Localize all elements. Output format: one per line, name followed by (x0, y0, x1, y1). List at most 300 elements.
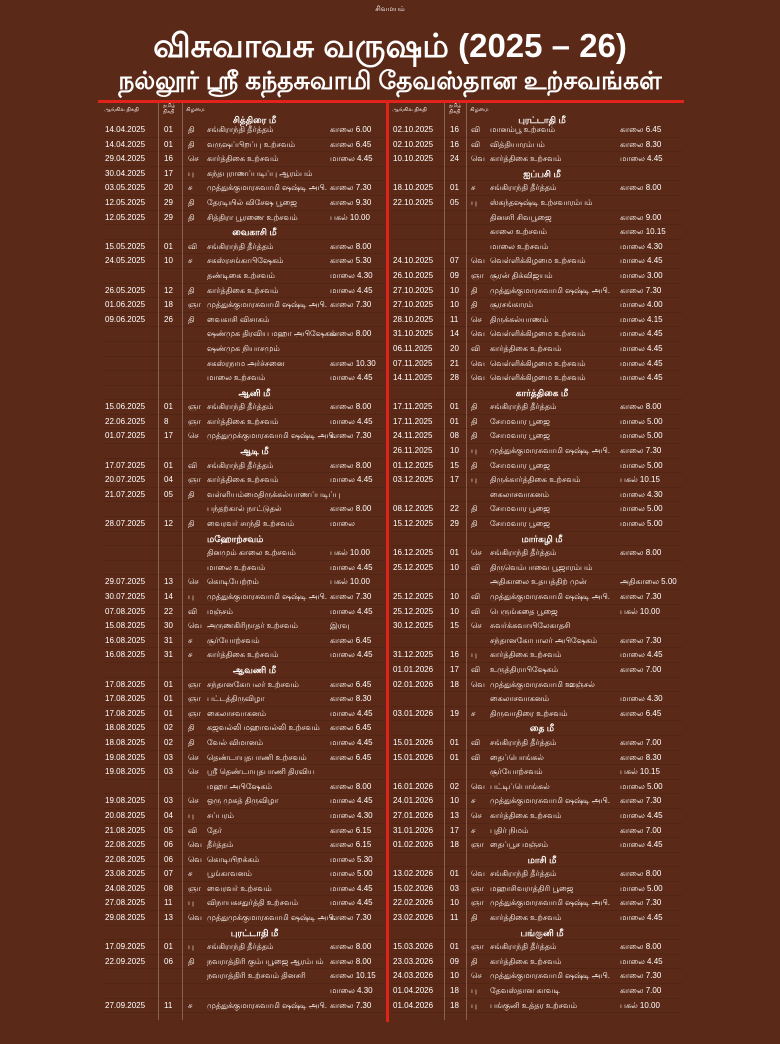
event-date: 12.05.2025 (105, 197, 146, 207)
event-time: பகல் 10.00 (620, 1000, 660, 1010)
event-row (104, 429, 384, 444)
event-time: மாலை 4.30 (330, 986, 373, 996)
event-row (392, 751, 682, 766)
event-date: 09.06.2025 (105, 314, 146, 324)
event-time: அதிகாலை 5.00 (620, 577, 677, 587)
weekday: பு (188, 592, 194, 601)
event-date (392, 634, 444, 649)
event-time: காலை 6.45 (620, 708, 662, 718)
event-time: காலை 6.45 (330, 139, 372, 149)
weekday (182, 357, 205, 372)
weekday: பு (471, 986, 477, 996)
event-time: காலை 8.00 (330, 781, 372, 791)
event-time: காலை 6.45 (330, 635, 372, 645)
tamil-date: 02 (450, 781, 459, 791)
event-name: மானம்பூ உற்சவம் (490, 125, 556, 134)
left-column-header (104, 103, 384, 125)
event-time: மாலை 4.45 (330, 796, 373, 806)
event-row (392, 298, 682, 313)
weekday: ச (471, 796, 476, 806)
event-name: சூரசங்காரம் (490, 300, 534, 310)
event-name: அருணகிரிநாதர் உற்சவம் (207, 621, 298, 631)
weekday: ச (188, 1000, 193, 1010)
event-date: 22.08.2025 (105, 854, 146, 864)
tamil-date-header (158, 104, 182, 115)
event-date: 27.10.2025 (393, 300, 434, 310)
tamil-date: 01 (164, 241, 173, 251)
tamil-date: 17 (450, 825, 459, 835)
tamil-date-header-bottom: திகதி (449, 108, 461, 115)
event-date (104, 371, 158, 386)
event-name: ஒரு முகத் திருவிழா (207, 796, 279, 806)
event-date (104, 561, 158, 576)
event-row (392, 181, 682, 196)
event-date (104, 546, 158, 561)
event-date: 01.02.2026 (393, 840, 434, 850)
event-row (392, 794, 682, 809)
event-time: காலை 7.00 (620, 664, 662, 674)
event-date: 17.07.2025 (105, 460, 146, 470)
event-date: 30.07.2025 (105, 592, 146, 601)
month-header-row (104, 386, 384, 401)
event-date (392, 765, 444, 780)
event-name: பந்தற்கால் நாட்டுதல் (207, 504, 282, 514)
tamil-date (158, 984, 182, 999)
event-time: மாலை 4.45 (330, 650, 373, 660)
event-date: 27.01.2026 (393, 810, 434, 820)
event-row (104, 634, 384, 649)
english-date-header: ஆங்கில திகதி (104, 106, 139, 113)
tamil-date: 03 (450, 883, 459, 893)
weekday: செ (471, 314, 482, 324)
weekday: செ (471, 971, 482, 981)
event-time: காலை 7.30 (620, 446, 662, 456)
event-time: காலை 7.30 (620, 898, 662, 908)
month-header: ஐப்பசி மீ (523, 168, 561, 179)
event-time: மாலை 4.45 (330, 606, 373, 616)
tamil-date: 01 (164, 139, 173, 149)
tamil-date-header-top: தமிழ் (449, 103, 462, 109)
tamil-date: 05 (164, 825, 173, 835)
event-time: காலை 7.30 (620, 796, 662, 806)
month-header: வைகாசி மீ (232, 227, 277, 238)
event-date: 15.03.2026 (393, 942, 434, 952)
weekday (182, 984, 205, 999)
event-name: முத்துக்குமாரசுவாமி ஷஷ்டி அபி. (490, 592, 611, 601)
event-date (104, 969, 158, 984)
weekday: வி (471, 343, 481, 353)
event-date: 01.04.2026 (393, 986, 434, 996)
tamil-date: 15 (450, 460, 459, 470)
tamil-date: 07 (164, 869, 173, 879)
tamil-date-header-bottom: திகதி (163, 108, 175, 115)
tamil-date: 29 (164, 197, 173, 207)
event-time (327, 765, 384, 780)
event-name: வைரவர் சாந்தி உற்சவம் (207, 519, 295, 529)
weekday: வி (188, 460, 198, 470)
event-date: 15.01.2026 (393, 752, 434, 762)
event-time: பகல் 10.15 (620, 767, 660, 777)
event-name: கஜவல்லி மஹாவல்லி உற்சவம் (207, 723, 320, 733)
event-row (392, 575, 682, 590)
event-name: சங்கிராந்தி தீர்த்தம் (207, 402, 274, 412)
event-time: மாலை 4.45 (620, 154, 663, 164)
month-header: சித்திரை மீ (232, 115, 277, 125)
event-name: சங்கிராந்தி தீர்த்தம் (490, 869, 557, 879)
event-row (104, 619, 384, 634)
event-time: காலை 9.00 (620, 212, 662, 222)
month-header-row (392, 167, 682, 182)
event-row (392, 546, 682, 561)
event-date: 19.08.2025 (105, 767, 146, 777)
event-row (392, 429, 682, 444)
weekday: ஞா (471, 883, 484, 893)
event-name: தேவஸ்தான காவடி (490, 986, 560, 996)
event-row (392, 969, 682, 984)
tamil-date (158, 561, 182, 576)
weekday: வெ (471, 781, 485, 791)
event-row (104, 211, 384, 226)
event-row (392, 269, 682, 284)
event-time: மாலை 4.45 (330, 416, 373, 426)
event-time (618, 196, 682, 211)
event-row (392, 736, 682, 751)
weekday: வி (471, 737, 481, 747)
weekday: தி (188, 723, 195, 733)
event-time: மாலை 5.00 (620, 883, 663, 893)
weekday (182, 371, 205, 386)
event-time: மாலை 4.45 (330, 154, 373, 164)
event-name: தெண்டாயுதபாணி உற்சவம் (207, 752, 307, 762)
event-date (392, 211, 444, 226)
event-row (392, 473, 682, 488)
event-name: வள்ளியம்மைதிருக்கல்யாணப்படிப்பு (207, 489, 341, 499)
event-name: கார்த்திகை உற்சவம் (490, 810, 562, 820)
event-date: 24.10.2025 (393, 256, 434, 266)
tamil-date: 02 (164, 737, 173, 747)
tamil-date-header-top: தமிழ் (163, 103, 176, 109)
event-row (392, 123, 682, 138)
event-name: விநாயகசதுர்த்தி உற்சவம் (207, 898, 299, 908)
event-row (104, 955, 384, 970)
event-time: மாலை 4.45 (620, 373, 663, 383)
tamil-date: 10 (450, 562, 459, 572)
english-date-header: ஆங்கில திகதி (392, 106, 427, 113)
event-row (104, 298, 384, 313)
event-time: பகல் 10.00 (330, 577, 370, 587)
weekday: வெ (471, 329, 485, 339)
weekday: வி (471, 125, 481, 134)
red-center-divider (386, 100, 389, 1022)
tamil-date: 10 (450, 971, 459, 981)
event-date: 16.08.2025 (105, 650, 146, 660)
tamil-date: 29 (164, 212, 173, 222)
tamil-date: 22 (164, 606, 173, 616)
event-time (618, 678, 682, 693)
weekday: செ (471, 621, 482, 631)
weekday: தி (188, 314, 195, 324)
event-date (104, 502, 158, 517)
event-date: 13.02.2026 (393, 869, 434, 879)
tamil-date: 18 (164, 300, 173, 310)
event-time: காலை 8.30 (330, 694, 372, 704)
event-time: காலை 8.00 (620, 183, 662, 193)
weekday: தி (188, 212, 195, 222)
event-row (392, 152, 682, 167)
event-row (104, 896, 384, 911)
event-time: காலை 7.30 (330, 1000, 372, 1010)
weekday: வி (471, 562, 481, 572)
event-time: மாலை 4.45 (330, 708, 373, 718)
event-date: 10.10.2025 (393, 154, 434, 164)
tamil-date: 18 (450, 986, 459, 996)
event-row (104, 181, 384, 196)
event-time: காலை 6.15 (330, 825, 372, 835)
event-row (392, 780, 682, 795)
day-header: கிழமை (470, 106, 489, 113)
month-header: தை மீ (529, 723, 555, 734)
tamil-date (158, 371, 182, 386)
event-row (104, 809, 384, 824)
event-date (104, 327, 158, 342)
event-row (392, 561, 682, 576)
tamil-date (444, 240, 466, 255)
tamil-date: 04 (164, 475, 173, 485)
tamil-date: 01 (164, 125, 173, 134)
tamil-date: 18 (450, 1000, 459, 1010)
event-time: காலை 7.30 (620, 592, 662, 601)
month-header-row (104, 225, 384, 240)
event-time: மாலை 4.45 (620, 358, 663, 368)
event-time: காலை 6.15 (330, 840, 372, 850)
weekday (182, 546, 205, 561)
weekday: ச (471, 183, 476, 193)
event-date: 24.11.2025 (393, 431, 433, 441)
weekday: தி (471, 402, 478, 412)
event-name: முத்துமுக்குமாரசுவாமி ஷஷ்டி அபி. (207, 913, 336, 923)
event-date: 02.10.2025 (393, 139, 434, 149)
event-date: 22.02.2026 (393, 898, 434, 908)
weekday (182, 269, 205, 284)
event-row (392, 707, 682, 722)
event-name: திருவாதிரை உற்சவம் (490, 708, 568, 718)
event-date: 24.01.2026 (393, 796, 434, 806)
event-name: வைகாசி விசாகம் (207, 314, 270, 324)
event-name: சங்கிராந்தி தீர்த்தம் (490, 183, 557, 193)
event-row (104, 196, 384, 211)
weekday: ஞா (188, 416, 201, 426)
event-date: 15.08.2025 (105, 621, 146, 631)
tamil-date: 06 (164, 854, 173, 864)
section-header: மஹோற்சவம் (207, 533, 264, 544)
event-row (392, 327, 682, 342)
event-row (392, 138, 682, 153)
event-name: வேல் விமானம் (207, 737, 264, 747)
tamil-date (444, 211, 466, 226)
weekday: வி (188, 606, 198, 616)
tamil-date: 03 (164, 796, 173, 806)
event-time: காலை 8.00 (330, 504, 372, 514)
tamil-date: 26 (164, 314, 173, 324)
event-date: 23.08.2025 (105, 869, 146, 879)
event-row (392, 663, 682, 678)
event-date: 18.08.2025 (105, 737, 146, 747)
tamil-date: 09 (450, 270, 459, 280)
event-row (104, 152, 384, 167)
event-time: மாலை 4.15 (620, 314, 663, 324)
month-header: ஆடி மீ (240, 446, 269, 457)
event-row (392, 955, 682, 970)
event-name: சூர்யோற்சவம் (490, 767, 543, 777)
event-row (104, 517, 384, 532)
event-time: காலை 6.45 (620, 125, 662, 134)
event-date: 22.06.2025 (105, 416, 146, 426)
tamil-date: 01 (450, 402, 459, 412)
event-row (392, 488, 682, 503)
weekday (182, 561, 205, 576)
tamil-date: 01 (450, 183, 459, 193)
event-time: மாலை 4.45 (330, 883, 373, 893)
tamil-date: 21 (450, 358, 459, 368)
event-time: மாலை 4.30 (620, 241, 663, 251)
weekday: தி (188, 489, 195, 499)
tamil-date: 10 (450, 898, 459, 908)
tamil-date: 11 (450, 314, 459, 324)
tamil-date: 10 (450, 796, 459, 806)
event-name: கார்த்திகை உற்சவம் (207, 154, 279, 164)
event-name: சோமவார பூஜை (490, 416, 550, 426)
left-events-table (104, 123, 384, 1013)
weekday: வெ (188, 854, 202, 864)
event-time: பகல் 10.00 (330, 212, 370, 222)
event-date: 31.10.2025 (393, 329, 434, 339)
event-name: சுவர்க்கவாயிலேகாதசி (490, 621, 571, 631)
event-row (392, 678, 682, 693)
event-date (392, 692, 444, 707)
event-name: கைலாசவாகனம் (490, 694, 550, 704)
tamil-date: 01 (164, 694, 173, 704)
tamil-date: 13 (164, 913, 173, 923)
event-row (392, 838, 682, 853)
event-row (104, 794, 384, 809)
tamil-date: 28 (450, 373, 459, 383)
weekday (182, 327, 205, 342)
month-header-row (392, 532, 682, 547)
tamil-date (444, 634, 466, 649)
event-name: கொடியேற்றம் (207, 577, 259, 587)
event-time (327, 167, 384, 182)
event-time: காலை 8.00 (620, 402, 662, 412)
event-date: 25.12.2025 (393, 592, 434, 601)
event-row (104, 692, 384, 707)
weekday (182, 780, 205, 795)
event-time: காலை 8.00 (330, 329, 372, 339)
tamil-date (444, 575, 466, 590)
weekday: வெ (471, 869, 485, 879)
event-name: தேர் (207, 825, 223, 835)
event-name: காலை உற்சவம் (490, 227, 547, 237)
event-name: முத்துமுக்குமாரசுவாமி ஷஷ்டி அபி. (207, 431, 336, 441)
event-row (104, 969, 384, 984)
tamil-date: 05 (164, 489, 173, 499)
weekday: ச (188, 650, 193, 660)
event-time: காலை 8.30 (620, 752, 662, 762)
event-time: மாலை 4.45 (620, 956, 663, 966)
event-row (392, 517, 682, 532)
event-name: சகஸ்ரசங்காபிஷேகம் (207, 256, 284, 266)
weekday: ச (188, 256, 193, 266)
event-name: வெள்ளிக்கிழமை உற்சவம் (490, 329, 586, 339)
event-time: காலை 7.30 (620, 971, 662, 981)
tamil-date: 10 (450, 300, 459, 310)
event-name: சந்தானகோபாலர் அபிஷேகம் (490, 635, 598, 645)
month-header: கார்த்திகை மீ (515, 387, 569, 398)
weekday: ஞா (188, 300, 201, 310)
event-name (205, 984, 327, 999)
event-row (104, 853, 384, 868)
tamil-date: 11 (164, 1000, 173, 1010)
weekday: பு (471, 475, 477, 485)
event-time: காலை 6.45 (330, 679, 372, 689)
event-date: 15.02.2026 (393, 883, 434, 893)
weekday: பு (471, 1000, 477, 1010)
event-row (104, 400, 384, 415)
event-time: மாலை 4.45 (620, 329, 663, 339)
event-time: மாலை 4.45 (620, 913, 663, 923)
event-name: திருக்கல்யாணம் (490, 314, 549, 324)
tamil-date: 12 (164, 285, 173, 295)
event-time: காலை 7.30 (330, 431, 372, 441)
weekday: தி (188, 956, 195, 966)
weekday: தி (188, 519, 195, 529)
event-time: மாலை 5.00 (620, 431, 663, 441)
event-time: காலை 7.30 (620, 285, 662, 295)
weekday: தி (471, 431, 478, 441)
event-name: கந்தபுராணப்படிப்பு ஆரம்பம் (207, 168, 313, 178)
event-name: பங்குனி உத்தர உற்சவம் (490, 1000, 578, 1010)
weekday (466, 575, 488, 590)
tamil-date: 29 (450, 519, 459, 529)
tamil-date: 01 (450, 752, 459, 762)
event-name: கார்த்திகை உற்சவம் (207, 475, 279, 485)
event-name: மாலை உற்சவம் (490, 241, 549, 251)
event-date: 16.01.2026 (393, 781, 434, 791)
tamil-date: 16 (450, 650, 459, 660)
event-row (104, 546, 384, 561)
event-name: கொடியிறக்கம் (207, 854, 260, 864)
event-name: சந்தானகோபலர் உற்சவம் (207, 679, 299, 689)
event-time: காலை 6.45 (330, 752, 372, 762)
event-row (392, 240, 682, 255)
event-date: 17.08.2025 (105, 679, 146, 689)
event-date: 28.10.2025 (393, 314, 434, 324)
event-time: மாலை 4.45 (330, 898, 373, 908)
event-name: தைப்பொங்கல் (490, 752, 544, 762)
event-name: வெள்ளிக்கிழமை உற்சவம் (490, 256, 586, 266)
event-time: பகல் 10.00 (330, 548, 370, 558)
weekday: ஞா (188, 475, 201, 485)
event-name: சோமவார பூஜை (490, 504, 550, 514)
event-row (104, 488, 384, 503)
event-time: காலை 10.15 (330, 971, 376, 981)
event-row (104, 721, 384, 736)
event-date: 24.03.2026 (393, 971, 434, 981)
day-header: கிழமை (186, 106, 205, 113)
event-time: மாலை 5.00 (330, 869, 373, 879)
tamil-date: 8 (164, 416, 169, 426)
event-row (104, 123, 384, 138)
tamil-date (158, 502, 182, 517)
